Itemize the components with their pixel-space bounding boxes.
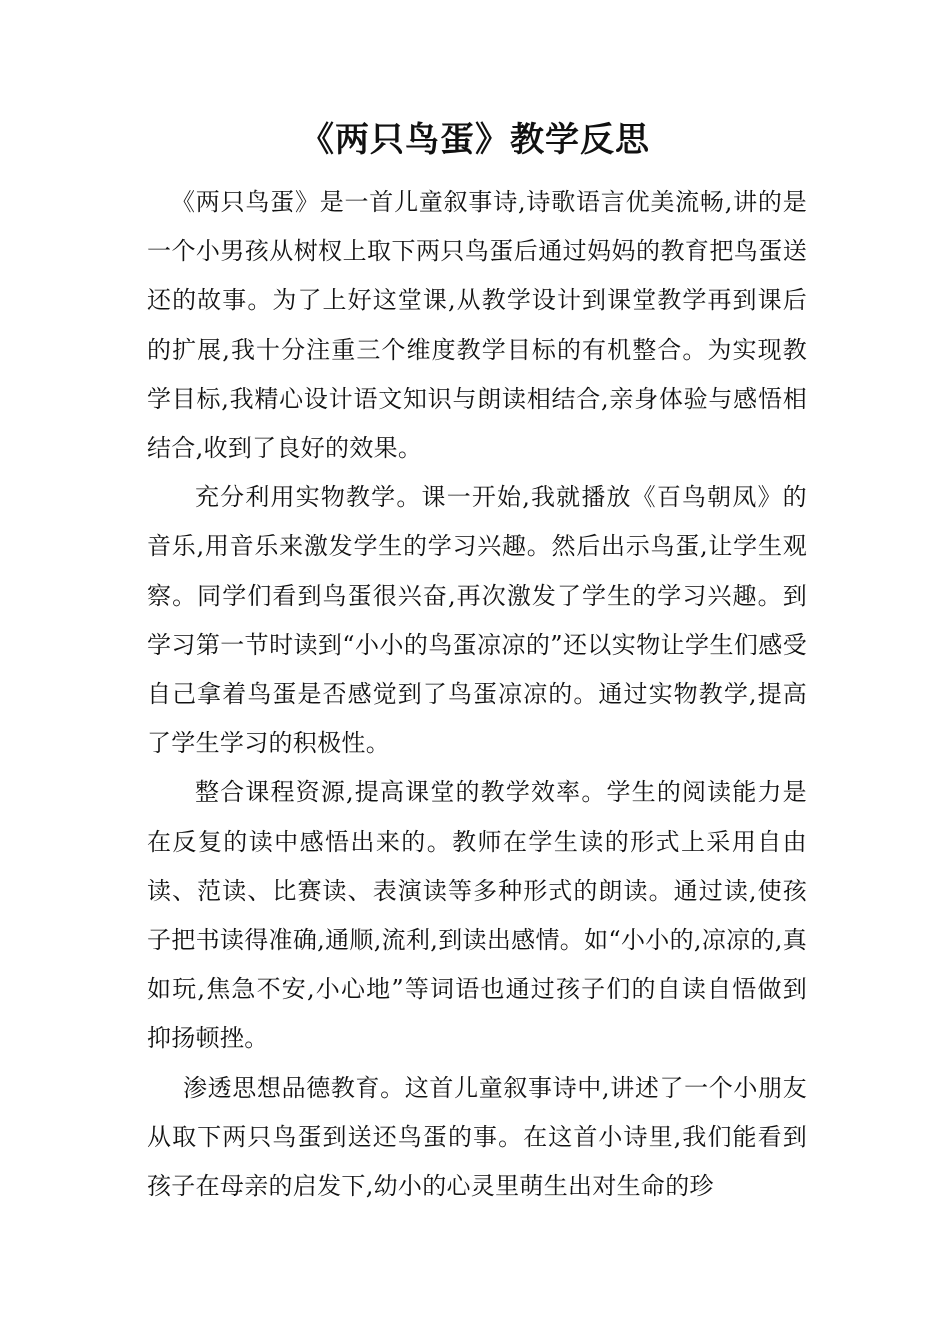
- paragraph-moral-education: 渗透思想品德教育。这首儿童叙事诗中,讲述了一个小朋友从取下两只鸟蛋到送还鸟蛋的事。在这首小诗里,我们能看到孩子在母亲的启发下,幼小的心灵里萌生出对生命的珍: [147, 1073, 807, 1201]
- paragraph-course-resources: 整合课程资源,提高课堂的教学效率。学生的阅读能力是在反复的读中感悟出来的。教师在学生读的形式上采用自由读、范读、比赛读、表演读等多种形式的朗读。通过读,使孩子把书读得准确,通顺,流利,到读出感情。如“小小的,凉凉的,真如玩,焦急不安,小心地”等词语也通过孩子们的自读自悟做到抑扬顿挫。: [147, 778, 807, 1053]
- document-body: [147, 178, 807, 1211]
- document-title: 《两只鸟蛋》教学反思: [300, 120, 650, 160]
- paragraph-real-objects: 充分利用实物教学。课一开始,我就播放《百鸟朝凤》的音乐,用音乐来激发学生的学习兴趣。然后出示鸟蛋,让学生观察。同学们看到鸟蛋很兴奋,再次激发了学生的学习兴趣。到学习第一节时读到“小小的鸟蛋凉凉的”还以实物让学生们感受自己拿着鸟蛋是否感觉到了鸟蛋凉凉的。通过实物教学,提高了学生学习的积极性。: [147, 483, 807, 758]
- paragraph-intro: 《两只鸟蛋》是一首儿童叙事诗,诗歌语言优美流畅,讲的是一个小男孩从树杈上取下两只鸟蛋后通过妈妈的教育把鸟蛋送还的故事。为了上好这堂课,从教学设计到课堂教学再到课后的扩展,我十分注重三个维度教学目标的有机整合。为实现教学目标,我精心设计语文知识与朗读相结合,亲身体验与感悟相结合,收到了良好的效果。: [147, 188, 807, 463]
